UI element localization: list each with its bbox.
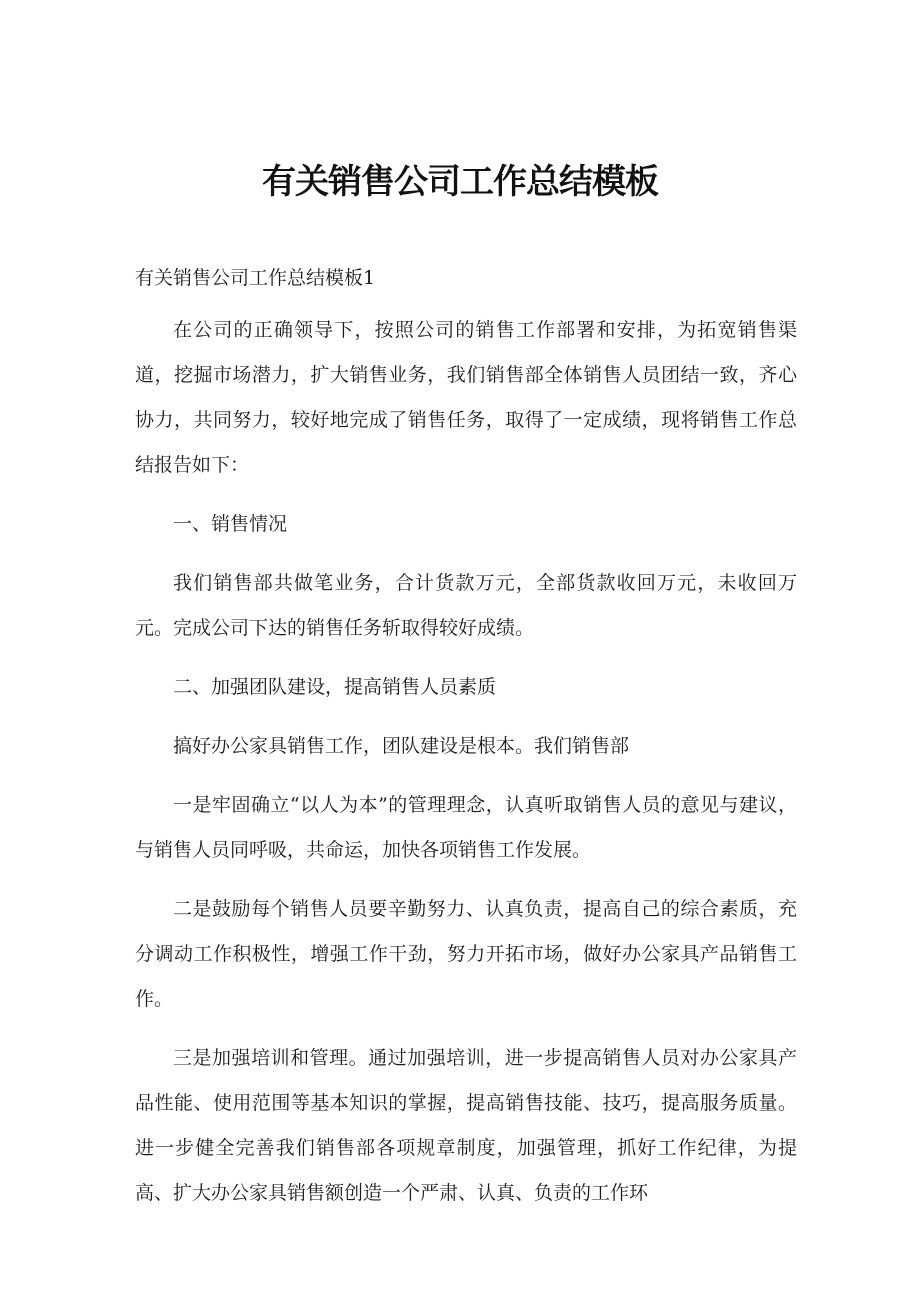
section-heading-sales: 一、销售情况 [173,513,288,535]
paragraph-sales-status: 我们销售部共做笔业务，合计货款万元，全部货款收回万元，未收回万元。完成公司下达的销售任务斩取得较好成绩。 [135,572,797,639]
paragraph-point-two: 二是鼓励每个销售人员要辛勤努力、认真负责，提高自己的综合素质，充分调动工作积极性，增强工作干劲，努力开拓市场，做好办公家具产品销售工作。 [135,898,797,1010]
document-body [135,308,797,1230]
paragraph-point-three: 三是加强培训和管理。通过加强培训，进一步提高销售人员对办公家具产品性能、使用范围等基本知识的掌握，提高销售技能、技巧，提高服务质量。进一步健全完善我们销售部各项规章制度，加强管理，抓好工作纪律，为提高、扩大办公家具销售额创造一个严肃、认真、负责的工作环 [135,1047,797,1204]
section-heading-team: 二、加强团队建设，提高销售人员素质 [173,676,497,698]
document-title: 有关销售公司工作总结模板 [262,162,658,202]
paragraph-point-one: 一是牢固确立“以人为本”的管理理念，认真听取销售人员的意见与建议，与销售人员同呼吸，共命运，加快各项销售工作发展。 [135,794,797,861]
paragraph-team-intro: 搞好办公家具销售工作，团队建设是根本。我们销售部 [173,735,630,757]
paragraph-intro: 在公司的正确领导下，按照公司的销售工作部署和安排，为拓宽销售渠道，挖掘市场潜力，扩大销售业务，我们销售部全体销售人员团结一致，齐心协力，共同努力，较好地完成了销售任务，取得了一定成绩，现将销售工作总结报告如下： [135,319,797,476]
document-subtitle: 有关销售公司工作总结模板1 [135,267,376,289]
